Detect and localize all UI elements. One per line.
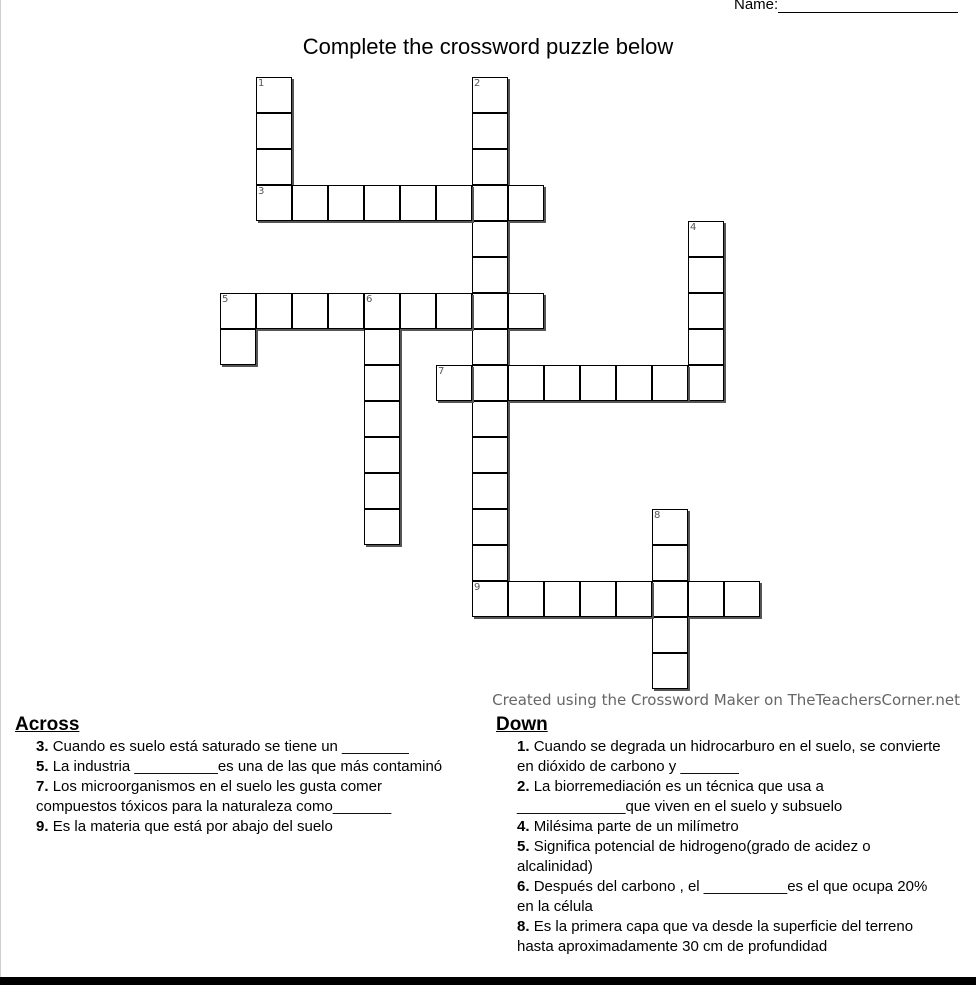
cell-number: 7 <box>438 366 445 377</box>
bottom-bar <box>0 977 976 985</box>
crossword-cell[interactable] <box>364 509 400 545</box>
crossword-cell[interactable] <box>472 401 508 437</box>
crossword-cell[interactable] <box>472 77 508 113</box>
down-clue: 5. Significa potencial de hidrogeno(grado de acidez o alcalinidad) <box>517 838 871 875</box>
crossword-cell[interactable] <box>472 293 508 329</box>
crossword-cell[interactable] <box>724 581 760 617</box>
crossword-cell[interactable] <box>472 149 508 185</box>
cell-number: 1 <box>258 78 265 89</box>
crossword-cell[interactable] <box>472 329 508 365</box>
name-label: Name: <box>734 0 779 13</box>
cell-number: 2 <box>474 78 481 89</box>
cell-number: 8 <box>654 510 661 521</box>
crossword-cell[interactable] <box>364 293 400 329</box>
crossword-cell[interactable] <box>472 365 508 401</box>
crossword-cell[interactable] <box>652 365 688 401</box>
crossword-cell[interactable] <box>364 329 400 365</box>
crossword-cell[interactable] <box>616 365 652 401</box>
across-clues <box>15 713 455 837</box>
cell-number: 4 <box>690 222 697 233</box>
crossword-cell[interactable] <box>436 185 472 221</box>
crossword-cell[interactable] <box>256 185 292 221</box>
crossword-cell[interactable] <box>652 545 688 581</box>
across-clue: 3. Cuando es suelo está saturado se tiene un ________ <box>36 738 409 755</box>
down-heading: Down <box>496 714 548 735</box>
crossword-cell[interactable] <box>688 329 724 365</box>
crossword-cell[interactable] <box>472 221 508 257</box>
crossword-cell[interactable] <box>580 365 616 401</box>
crossword-cell[interactable] <box>652 617 688 653</box>
crossword-cell[interactable] <box>688 293 724 329</box>
down-clue: 8. Es la primera capa que va desde la superficie del terreno hasta aproximadamente 30 cm de profundidad <box>517 918 914 955</box>
cell-number: 5 <box>222 294 229 305</box>
across-clue: 5. La industria __________es una de las que más contaminó <box>36 758 443 775</box>
crossword-cell[interactable] <box>652 509 688 545</box>
crossword-cell[interactable] <box>544 365 580 401</box>
crossword-cell[interactable] <box>364 365 400 401</box>
crossword-cell[interactable] <box>328 185 364 221</box>
crossword-cell[interactable] <box>256 113 292 149</box>
crossword-cell[interactable] <box>508 365 544 401</box>
crossword-cell[interactable] <box>508 581 544 617</box>
crossword-cell[interactable] <box>436 293 472 329</box>
down-clue: 6. Después del carbono , el __________es el que ocupa 20% en la célula <box>517 878 928 915</box>
crossword-cell[interactable] <box>616 581 652 617</box>
crossword-cell[interactable] <box>580 581 616 617</box>
crossword-cell[interactable] <box>220 293 256 329</box>
crossword-cell[interactable] <box>688 257 724 293</box>
crossword-cell[interactable] <box>688 581 724 617</box>
crossword-cell[interactable] <box>472 545 508 581</box>
crossword-cell[interactable] <box>256 77 292 113</box>
crossword-cell[interactable] <box>364 185 400 221</box>
crossword-cell[interactable] <box>400 293 436 329</box>
crossword-cell[interactable] <box>688 365 724 401</box>
cell-number: 9 <box>474 582 481 593</box>
credit-text: Created using the Crossword Maker on TheTeachersCorner.net <box>492 691 960 709</box>
crossword-cell[interactable] <box>364 437 400 473</box>
crossword-cell[interactable] <box>652 581 688 617</box>
crossword-cell[interactable] <box>328 293 364 329</box>
crossword-cell[interactable] <box>544 581 580 617</box>
crossword-cell[interactable] <box>688 221 724 257</box>
cell-number: 3 <box>258 186 265 197</box>
down-clue: 1. Cuando se degrada un hidrocarburo en el suelo, se convierte en dióxido de carbono y _______ <box>517 738 941 775</box>
across-heading: Across <box>15 714 80 735</box>
down-clue: 4. Milésima parte de un milímetro <box>517 818 739 835</box>
crossword-cell[interactable] <box>508 293 544 329</box>
across-clue: 9. Es la materia que está por abajo del suelo <box>36 818 333 835</box>
down-clues <box>496 713 946 957</box>
page-title: Complete the crossword puzzle below <box>302 34 674 59</box>
crossword-cell[interactable] <box>472 509 508 545</box>
crossword-cell[interactable] <box>256 293 292 329</box>
crossword-cell[interactable] <box>400 185 436 221</box>
crossword-cell[interactable] <box>472 581 508 617</box>
crossword-cell[interactable] <box>472 113 508 149</box>
across-clue: 7. Los microorganismos en el suelo les gusta comer compuestos tóxicos para la naturaleza como_______ <box>36 778 392 815</box>
cell-number: 6 <box>366 294 373 305</box>
crossword-cell[interactable] <box>220 329 256 365</box>
crossword-cell[interactable] <box>364 473 400 509</box>
crossword-cell[interactable] <box>292 185 328 221</box>
crossword-cell[interactable] <box>472 185 508 221</box>
crossword-cell[interactable] <box>472 437 508 473</box>
crossword-cell[interactable] <box>652 653 688 689</box>
down-clue: 2. La biorremediación es un técnica que usa a _____________que viven en el suelo y subsuelo <box>517 778 843 815</box>
crossword-cell[interactable] <box>472 473 508 509</box>
crossword-cell[interactable] <box>292 293 328 329</box>
crossword-cell[interactable] <box>436 365 472 401</box>
crossword-cell[interactable] <box>508 185 544 221</box>
crossword-cell[interactable] <box>256 149 292 185</box>
crossword-cell[interactable] <box>472 257 508 293</box>
crossword-cell[interactable] <box>364 401 400 437</box>
